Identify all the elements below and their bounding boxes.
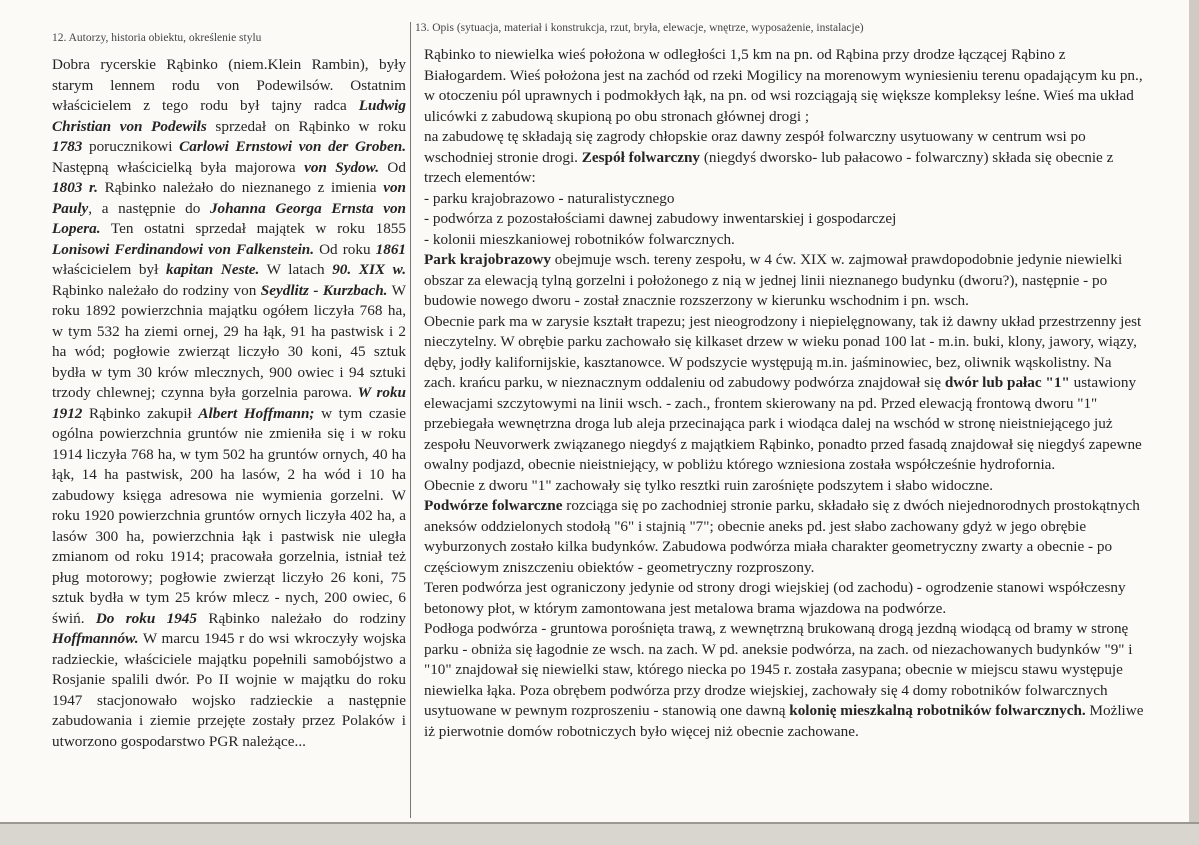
scan-edge-right bbox=[1189, 0, 1199, 843]
text-run: Rąbinko należało do nieznanego z imienia bbox=[97, 179, 384, 196]
emphasized-text: Carlowi Ernstowi von der Groben. bbox=[179, 138, 406, 155]
text-run: Dobra rycerskie Rąbinko (niem.Klein Rambin), były starym lennem rodu von Podewilsów. Ostatnim właścicielem z tego rodu był tajny radca bbox=[52, 56, 406, 114]
text-run: - kolonii mieszkaniowej robotników folwarcznych. bbox=[424, 230, 735, 248]
text-run: Podłoga podwórza - gruntowa porośnięta trawą, z wewnętrzną brukowaną drogą jezdną wiodącą od bramy w stronę parku - obniża się łagodnie ze wsch. na zach. W pd. aneksie podwórza, na zach. od niezachowanych budynków "9" i "10" znajdował się niewielki staw, którego niecka po 1945 r. została zasypana; obecnie w miejscu stawu występuje niewielka łąka. Poza obrębem podwórza przy drodze wiejskiej, zachowały się 4 domy robotników folwarcznych usytuowane w pewnym rozproszeniu - stanowią one dawną bbox=[424, 620, 1133, 719]
description-paragraph bbox=[424, 189, 1144, 210]
text-run: W latach bbox=[259, 261, 333, 278]
text-run: - podwórza z pozostałościami dawnej zabudowy inwentarskiej i gospodarczej bbox=[424, 210, 897, 227]
emphasized-text: kapitan Neste. bbox=[165, 261, 260, 278]
emphasized-text: 1783 bbox=[52, 138, 83, 155]
description-paragraph bbox=[424, 230, 1144, 251]
text-run: właścicielem był bbox=[52, 261, 166, 278]
emphasized-text: Johanna Georga Ernsta von Lopera. bbox=[52, 199, 406, 237]
text-run: w tym czasie ogólna powierzchnia gruntów nie zmieniła się i w roku 1914 liczyła 768 ha, w tym 502 ha gruntów ornych, 40 ha łąk, 14 ha pastwisk, 200 ha lasów, 2 ha wód i 10 ha zabudowy księga adresowa nie wymienia gorzelni. W roku 1920 powierzchnia gruntów ornych liczyła 402 ha, a lasów 300 ha, powierzchnia łąk i pastwisk nie uległa zmianom od roku 1914; pracowała gorzelnia, istniał też pług motorowy; pogłowie zwierząt liczyło 26 koni, 75 sztuk bydła w tym 25 krów mlecz - nych, 200 owiec, 6 świń. bbox=[52, 404, 406, 627]
column-divider bbox=[410, 22, 411, 818]
text-run: Następną właścicielką była majorowa bbox=[52, 158, 305, 176]
text-run: rozciąga się po zachodniej stronie parku, składało się z dwóch niejednorodnych prostokątnych aneksów oddzielonych stodołą "6" i stajnią "7"; obecnie aneks pd. jest słabo zachowany gdyż w jego obrębie wyburzonych zostało kilka budynków. Zabudowa podwórza miała charakter geometryczny zwarty a obecnie - po częściowym zniszczeniu obiektów - geometryczny rozproszony. bbox=[424, 497, 1140, 576]
emphasized-text: Lonisowi Ferdinandowi von Falkenstein. bbox=[52, 240, 315, 258]
emphasized-text: W roku 1912 bbox=[52, 384, 407, 422]
text-run: Rąbinko należało do rodziny von bbox=[52, 281, 261, 299]
description-paragraph bbox=[424, 619, 1144, 742]
description-text bbox=[424, 45, 1144, 742]
text-run: Rąbinko zakupił bbox=[82, 404, 199, 422]
emphasized-text: Do roku 1945 bbox=[95, 609, 197, 627]
description-paragraph bbox=[424, 209, 1144, 230]
text-run: na zabudowę tę składają się zagrody chłopskie oraz dawny zespół folwarczny usytuowany w centrum wsi po wschodniej stronie drogi. bbox=[424, 128, 1086, 166]
text-run: sprzedał on Rąbinko w roku bbox=[206, 117, 406, 135]
text-run: Od bbox=[379, 158, 406, 176]
text-run: - parku krajobrazowo - naturalistycznego bbox=[424, 189, 675, 207]
text-run: Od roku bbox=[314, 240, 376, 258]
emphasized-text: dwór lub pałac "1" bbox=[944, 374, 1070, 391]
text-run: Obecnie park ma w zarysie kształt trapezu; jest nieogrodzony i niepielęgnowany, tak iż dawny układ przestrzenny jest nieczytelny. W obrębie parku zachowało się kilkaset drzew w wieku ponad 100 lat - m.in. buki, klony, jawory, wiązy, dęby, jodły kalifornijskie, kasztanowce. W podszycie występują m.in. jaśminowiec, bez, oliwnik wąskolistny. Na zach. krańcu parku, w nieznacznym oddaleniu od zabudowy podwórza znajdował się bbox=[424, 312, 1142, 391]
description-paragraph bbox=[424, 476, 1144, 497]
scan-edge-bottom bbox=[0, 822, 1199, 845]
history-text bbox=[52, 55, 406, 752]
emphasized-text: 1861 bbox=[375, 240, 406, 258]
description-paragraph bbox=[424, 312, 1144, 476]
text-run: (niegdyś dworsko- lub pałacowo - folwarczny) składa się obecnie z trzech elementów: bbox=[424, 148, 1114, 186]
emphasized-text: von Sydow. bbox=[304, 158, 380, 176]
description-paragraph bbox=[424, 45, 1144, 127]
description-paragraph bbox=[424, 578, 1144, 619]
text-run: W roku 1892 powierzchnia majątku ogółem liczyła 768 ha, w tym 532 ha ziemi ornej, 29 ha łąk, 91 ha pastwisk i 2 ha wód; pogłowie zwierząt liczyło 30 koni, 45 sztuk bydła w tym 30 krów mlecznych, 900 owiec i 94 sztuki trzody chlewnej; czynna była gorzelnia parowa. bbox=[52, 281, 407, 401]
emphasized-text: Albert Hoffmann; bbox=[198, 404, 315, 422]
text-run: Obecnie z dworu "1" zachowały się tylko resztki ruin zarośnięte podszytem i słabo widoczne. bbox=[424, 476, 994, 494]
description-paragraph bbox=[424, 496, 1144, 578]
emphasized-text: Ludwig Christian von Podewils bbox=[52, 97, 406, 135]
text-run: Możliwe iż pierwotnie domów robotniczych było więcej niż obecnie zachowane. bbox=[424, 702, 1144, 740]
emphasized-text: 90. XIX w. bbox=[332, 261, 406, 278]
text-run: Teren podwórza jest ograniczony jedynie od strony drogi wiejskiej (od zachodu) - ogrodzenie stanowi współczesny betonowy płot, w którym zamontowana jest metalowa brama wjazdowa na podwórze. bbox=[424, 579, 1126, 617]
emphasized-text: Seydlitz - Kurzbach. bbox=[260, 281, 388, 299]
text-run: , a następnie do bbox=[88, 199, 210, 217]
section-13-heading: 13. Opis (sytuacja, materiał i konstrukcja, rzut, bryła, elewacje, wnętrze, wyposażenie, instalacje) bbox=[415, 22, 864, 34]
text-run: ustawiony elewacjami szczytowymi na linii wsch. - zach., frontem skierowany na pd. Przed elewacją frontową dworu "1" przebiegała wewnętrzna droga lub aleja przecinająca park i wiodąca dalej na wschód w stronę nieistniejącego już zespołu Neuvorwerk związanego niegdyś z majątkiem Rąbinko, ponadto przed fasadą znajdował się niegdyś zapewne owalny podjazd, obecnie nieistniejący, w pobliżu którego wzniesiona została współcześnie hydrofornia. bbox=[424, 374, 1142, 473]
description-paragraph bbox=[424, 127, 1144, 189]
text-run: W marcu 1945 r do wsi wkroczyły wojska radzieckie, właściciele majątku popełnili samobójstwo a Rosjanie spalili dwór. Po II wojnie w majątku do roku 1947 stacjonowało wojsko radzieckie a następnie zabudowania i ziemie przejęte zostały przez Polaków i utworzono gospodarstwo PGR należące... bbox=[52, 630, 406, 750]
section-12-heading: 12. Autorzy, historia obiektu, określenie stylu bbox=[52, 32, 262, 44]
emphasized-text: Zespół folwarczny bbox=[581, 148, 701, 166]
history-paragraph bbox=[52, 55, 406, 752]
emphasized-text: 1803 r. bbox=[52, 179, 98, 196]
text-run: porucznikowi bbox=[82, 138, 180, 155]
emphasized-text: Podwórze folwarczne bbox=[424, 497, 563, 514]
emphasized-text: Hoffmannów. bbox=[52, 630, 139, 647]
text-run: Ten ostatni sprzedał majątek w roku 1855 bbox=[100, 220, 406, 237]
emphasized-text: von Pauly bbox=[52, 179, 406, 217]
emphasized-text: Park krajobrazowy bbox=[424, 251, 551, 268]
text-run: Rąbinko należało do rodziny bbox=[197, 609, 406, 627]
text-run: obejmuje wsch. tereny zespołu, w 4 ćw. XIX w. zajmował prawdopodobnie jedynie niewielki obszar za elewacją tylną gorzelni i położonego z nią w jednej linii nieznanego budynku (dworu?), następnie - po budowie nowego dworu - został znacznie rozszerzony w kierunku wschodnim i pn. wsch. bbox=[424, 251, 1123, 309]
emphasized-text: kolonię mieszkalną robotników folwarcznych. bbox=[789, 702, 1086, 719]
text-run: Rąbinko to niewielka wieś położona w odległości 1,5 km na pn. od Rąbina przy drodze łączącej Rąbino z Białogardem. Wieś położona jest na zachód od rzeki Mogilicy na morenowym wyniesieniu terenu opadającym ku pn., w otoczeniu pól uprawnych i podmokłych łąk, na pn. od wsi rozciągają się większe kompleksy leśne. Wieś ma układ ulicówki z zabudową skupioną po obu stronach głównej drogi ; bbox=[424, 46, 1143, 125]
description-paragraph bbox=[424, 250, 1144, 312]
